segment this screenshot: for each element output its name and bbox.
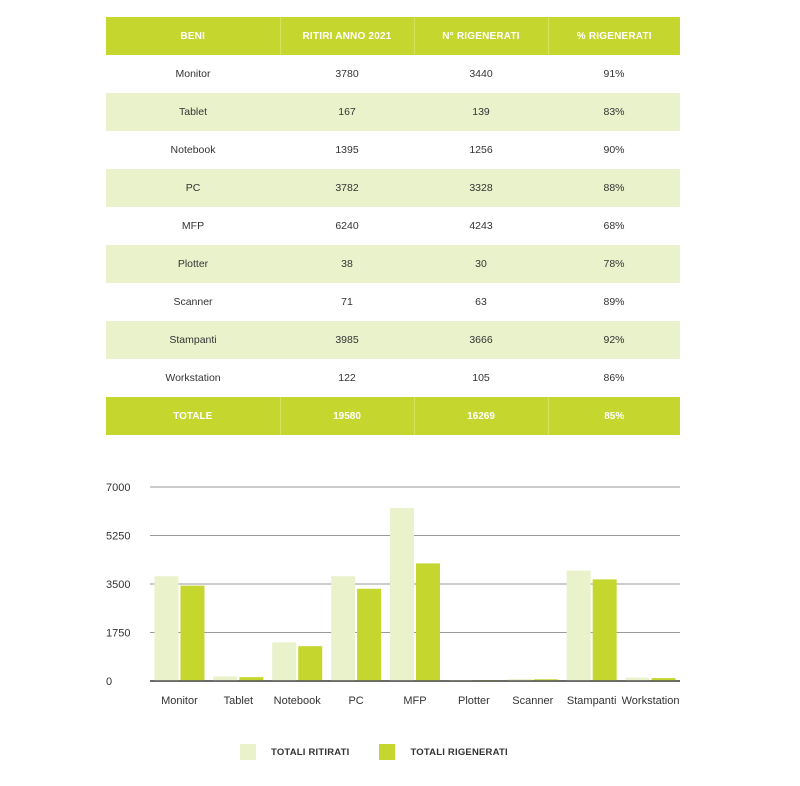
total-rigenerati: 16269 (414, 397, 548, 435)
legend-swatch-ritirati (240, 744, 256, 760)
y-tick-label: 5250 (106, 530, 131, 543)
header-beni: BENI (106, 17, 280, 55)
legend-swatch-rigenerati (379, 744, 395, 760)
cell-ritiri: 3782 (280, 169, 414, 207)
table-row (106, 283, 680, 321)
table-row (106, 245, 680, 283)
bar-chart (0, 470, 800, 720)
total-label: TOTALE (106, 397, 280, 435)
x-tick-label: Tablet (223, 695, 254, 707)
total-percent: 85% (548, 397, 680, 435)
cell-percent: 86% (548, 359, 680, 397)
table-row (106, 55, 680, 93)
cell-percent: 90% (548, 131, 680, 169)
y-tick-label: 0 (106, 676, 113, 688)
cell-percent: 68% (548, 207, 680, 245)
x-tick-label: Scanner (512, 695, 554, 707)
header-rigenerati: N° RIGENERATI (414, 17, 548, 55)
table-row (106, 321, 680, 359)
cell-ritiri: 6240 (280, 207, 414, 245)
cell-percent: 83% (548, 93, 680, 131)
cell-bene: Workstation (106, 359, 280, 397)
legend-label-rigenerati: TOTALI RIGENERATI (410, 746, 508, 758)
bar-ritirati (390, 508, 414, 681)
data-table (106, 17, 680, 435)
table-row (106, 131, 680, 169)
cell-rigenerati: 63 (414, 283, 548, 321)
legend-item-rigenerati (379, 744, 507, 760)
cell-percent: 89% (548, 283, 680, 321)
x-tick-label: Stampanti (566, 695, 617, 707)
bar-ritirati (331, 576, 355, 681)
x-tick-label: Plotter (457, 695, 490, 707)
cell-bene: Plotter (106, 245, 280, 283)
bar-rigenerati (180, 586, 204, 681)
x-tick-label: PC (348, 695, 364, 707)
cell-ritiri: 167 (280, 93, 414, 131)
cell-ritiri: 3985 (280, 321, 414, 359)
y-tick-label: 1750 (106, 627, 131, 640)
bar-ritirati (567, 571, 591, 681)
cell-ritiri: 1395 (280, 131, 414, 169)
x-tick-label: Workstation (621, 695, 680, 707)
y-tick-label: 7000 (106, 482, 131, 494)
cell-percent: 88% (548, 169, 680, 207)
cell-rigenerati: 139 (414, 93, 548, 131)
total-ritiri: 19580 (280, 397, 414, 435)
table-row (106, 93, 680, 131)
x-tick-label: MFP (403, 695, 427, 707)
table-header-row (106, 17, 680, 55)
chart-legend (240, 744, 538, 760)
cell-rigenerati: 3440 (414, 55, 548, 93)
cell-rigenerati: 105 (414, 359, 548, 397)
cell-ritiri: 3780 (280, 55, 414, 93)
cell-rigenerati: 4243 (414, 207, 548, 245)
cell-bene: MFP (106, 207, 280, 245)
legend-label-ritirati: TOTALI RITIRATI (271, 746, 350, 758)
cell-rigenerati: 3328 (414, 169, 548, 207)
table-row (106, 169, 680, 207)
cell-percent: 92% (548, 321, 680, 359)
cell-ritiri: 122 (280, 359, 414, 397)
bar-ritirati (154, 576, 178, 681)
x-tick-label: Notebook (273, 695, 321, 707)
legend-item-ritirati (240, 744, 349, 760)
header-ritiri: RITIRI ANNO 2021 (280, 17, 414, 55)
cell-rigenerati: 1256 (414, 131, 548, 169)
bar-rigenerati (357, 589, 381, 681)
cell-percent: 91% (548, 55, 680, 93)
x-tick-label: Monitor (161, 695, 198, 707)
bar-rigenerati (298, 646, 322, 681)
cell-ritiri: 38 (280, 245, 414, 283)
cell-percent: 78% (548, 245, 680, 283)
cell-bene: Scanner (106, 283, 280, 321)
table-total-row (106, 397, 680, 435)
table-row (106, 207, 680, 245)
cell-rigenerati: 30 (414, 245, 548, 283)
y-tick-label: 3500 (106, 579, 131, 591)
bar-ritirati (272, 642, 296, 681)
cell-bene: Monitor (106, 55, 280, 93)
cell-rigenerati: 3666 (414, 321, 548, 359)
cell-bene: Stampanti (106, 321, 280, 359)
table-row (106, 359, 680, 397)
cell-bene: Tablet (106, 93, 280, 131)
bar-rigenerati (416, 563, 440, 681)
bar-rigenerati (593, 579, 617, 681)
cell-ritiri: 71 (280, 283, 414, 321)
cell-bene: PC (106, 169, 280, 207)
header-percent: % RIGENERATI (548, 17, 680, 55)
cell-bene: Notebook (106, 131, 280, 169)
